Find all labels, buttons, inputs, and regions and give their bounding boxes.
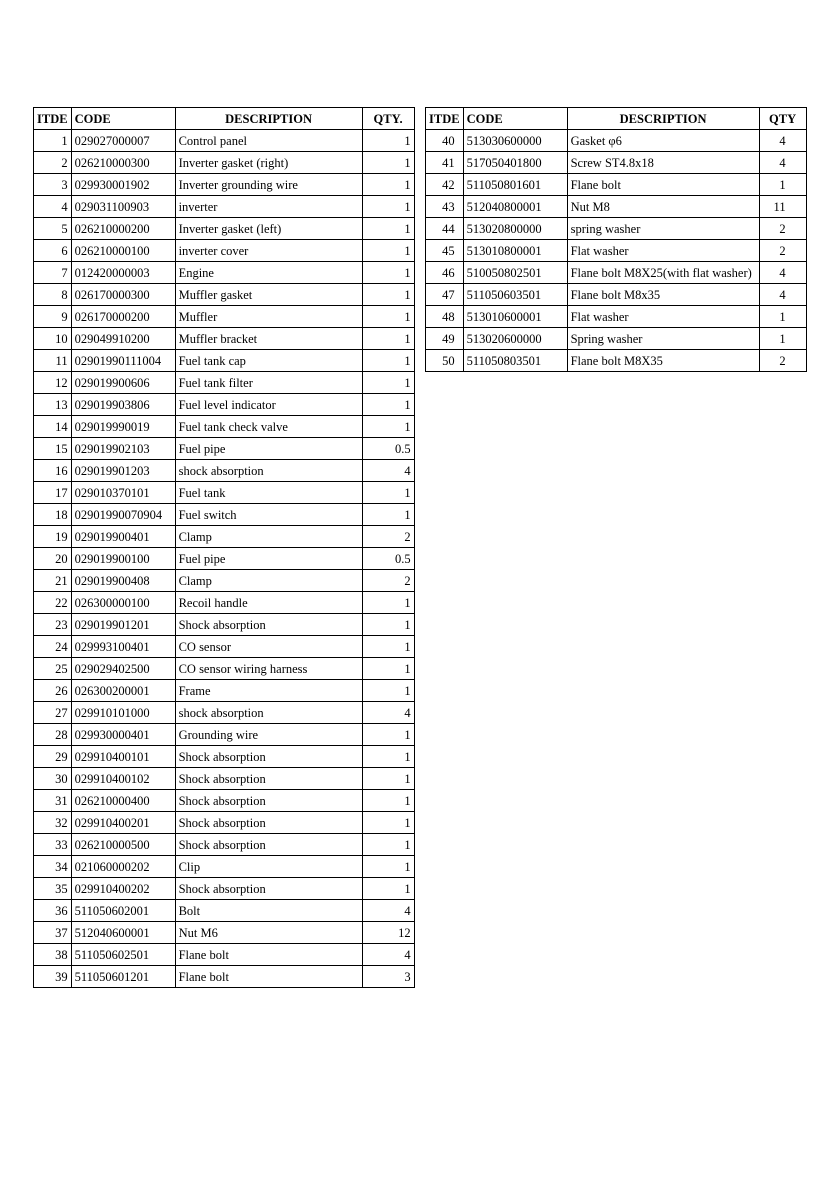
part-code: 026210000300 — [71, 152, 175, 174]
table-row — [34, 460, 415, 482]
part-code: 029019900401 — [71, 526, 175, 548]
part-code: 026300200001 — [71, 680, 175, 702]
part-description: Nut M8 — [567, 196, 759, 218]
item-number: 27 — [34, 702, 72, 724]
item-number: 48 — [426, 306, 464, 328]
item-number: 33 — [34, 834, 72, 856]
part-quantity: 4 — [759, 284, 806, 306]
item-number: 46 — [426, 262, 464, 284]
table-row — [34, 284, 415, 306]
part-description: Spring washer — [567, 328, 759, 350]
part-description: Control panel — [175, 130, 362, 152]
part-description: Fuel tank filter — [175, 372, 362, 394]
table-row — [34, 636, 415, 658]
part-description: inverter cover — [175, 240, 362, 262]
item-number: 3 — [34, 174, 72, 196]
part-code: 512040800001 — [463, 196, 567, 218]
part-quantity: 1 — [362, 350, 414, 372]
item-number: 39 — [34, 966, 72, 988]
part-description: Shock absorption — [175, 878, 362, 900]
item-number: 37 — [34, 922, 72, 944]
table-row — [426, 196, 807, 218]
part-quantity: 1 — [759, 328, 806, 350]
part-quantity: 1 — [362, 746, 414, 768]
part-description: Muffler — [175, 306, 362, 328]
table-row — [34, 548, 415, 570]
item-number: 31 — [34, 790, 72, 812]
part-description: spring washer — [567, 218, 759, 240]
part-code: 029010370101 — [71, 482, 175, 504]
header-qty: QTY — [759, 108, 806, 130]
item-number: 2 — [34, 152, 72, 174]
part-code: 513010600001 — [463, 306, 567, 328]
table-body — [426, 130, 807, 372]
table-row — [34, 856, 415, 878]
part-code: 511050603501 — [463, 284, 567, 306]
table-row — [34, 702, 415, 724]
part-quantity: 1 — [362, 416, 414, 438]
part-quantity: 1 — [362, 262, 414, 284]
part-code: 511050601201 — [71, 966, 175, 988]
part-quantity: 1 — [362, 878, 414, 900]
table-row — [34, 152, 415, 174]
table-row — [426, 218, 807, 240]
part-code: 026210000200 — [71, 218, 175, 240]
part-description: CO sensor — [175, 636, 362, 658]
part-description: Flane bolt — [175, 966, 362, 988]
item-number: 8 — [34, 284, 72, 306]
part-description: Fuel tank cap — [175, 350, 362, 372]
item-number: 19 — [34, 526, 72, 548]
part-code: 029993100401 — [71, 636, 175, 658]
part-quantity: 1 — [362, 504, 414, 526]
part-code: 511050801601 — [463, 174, 567, 196]
part-code: 021060000202 — [71, 856, 175, 878]
part-description: Inverter gasket (left) — [175, 218, 362, 240]
part-description: Inverter grounding wire — [175, 174, 362, 196]
part-quantity: 1 — [362, 174, 414, 196]
part-code: 029019903806 — [71, 394, 175, 416]
part-code: 510050802501 — [463, 262, 567, 284]
part-description: Shock absorption — [175, 746, 362, 768]
item-number: 47 — [426, 284, 464, 306]
part-quantity: 1 — [362, 724, 414, 746]
part-quantity: 1 — [362, 372, 414, 394]
header-item: ITDE — [34, 108, 72, 130]
part-quantity: 1 — [759, 306, 806, 328]
table-row — [34, 922, 415, 944]
part-quantity: 2 — [759, 218, 806, 240]
part-code: 513020800000 — [463, 218, 567, 240]
part-code: 511050602501 — [71, 944, 175, 966]
table-row — [34, 614, 415, 636]
part-quantity: 4 — [362, 900, 414, 922]
table-row — [34, 438, 415, 460]
part-quantity: 4 — [759, 130, 806, 152]
item-number: 40 — [426, 130, 464, 152]
item-number: 42 — [426, 174, 464, 196]
part-code: 029910400101 — [71, 746, 175, 768]
table-row — [34, 482, 415, 504]
part-description: CO sensor wiring harness — [175, 658, 362, 680]
part-quantity: 1 — [759, 174, 806, 196]
item-number: 50 — [426, 350, 464, 372]
part-quantity: 1 — [362, 636, 414, 658]
part-code: 029049910200 — [71, 328, 175, 350]
item-number: 23 — [34, 614, 72, 636]
table-row — [34, 592, 415, 614]
table-row — [34, 174, 415, 196]
part-description: Shock absorption — [175, 614, 362, 636]
item-number: 13 — [34, 394, 72, 416]
table-row — [426, 262, 807, 284]
item-number: 49 — [426, 328, 464, 350]
header-description: DESCRIPTION — [567, 108, 759, 130]
part-quantity: 4 — [362, 460, 414, 482]
item-number: 20 — [34, 548, 72, 570]
part-code: 029930000401 — [71, 724, 175, 746]
part-description: Flane bolt M8X25(with flat washer) — [567, 262, 759, 284]
part-quantity: 1 — [362, 130, 414, 152]
part-code: 029019990019 — [71, 416, 175, 438]
part-description: inverter — [175, 196, 362, 218]
part-code: 511050602001 — [71, 900, 175, 922]
part-description: Flane bolt — [567, 174, 759, 196]
table-row — [34, 878, 415, 900]
part-quantity: 1 — [362, 284, 414, 306]
item-number: 6 — [34, 240, 72, 262]
item-number: 34 — [34, 856, 72, 878]
part-code: 029029402500 — [71, 658, 175, 680]
table-row — [34, 768, 415, 790]
part-description: Recoil handle — [175, 592, 362, 614]
part-code: 026210000400 — [71, 790, 175, 812]
item-number: 10 — [34, 328, 72, 350]
part-quantity: 2 — [759, 240, 806, 262]
part-quantity: 1 — [362, 592, 414, 614]
table-header-row — [34, 108, 415, 130]
table-row — [34, 658, 415, 680]
table-row — [34, 416, 415, 438]
part-code: 02901990070904 — [71, 504, 175, 526]
header-qty: QTY. — [362, 108, 414, 130]
part-description: Shock absorption — [175, 790, 362, 812]
part-description: Frame — [175, 680, 362, 702]
item-number: 28 — [34, 724, 72, 746]
part-code: 029910400202 — [71, 878, 175, 900]
part-quantity: 3 — [362, 966, 414, 988]
part-description: Shock absorption — [175, 812, 362, 834]
table-row — [426, 328, 807, 350]
part-description: Screw ST4.8x18 — [567, 152, 759, 174]
table-row — [34, 966, 415, 988]
table-row — [34, 130, 415, 152]
table-row — [34, 746, 415, 768]
part-quantity: 1 — [362, 768, 414, 790]
part-description: Clip — [175, 856, 362, 878]
part-description: Fuel switch — [175, 504, 362, 526]
part-code: 029910101000 — [71, 702, 175, 724]
parts-table-right — [425, 107, 807, 372]
part-code: 026170000200 — [71, 306, 175, 328]
part-description: Clamp — [175, 570, 362, 592]
part-code: 029019901203 — [71, 460, 175, 482]
table-row — [34, 724, 415, 746]
header-description: DESCRIPTION — [175, 108, 362, 130]
part-description: Nut M6 — [175, 922, 362, 944]
part-quantity: 12 — [362, 922, 414, 944]
part-description: Shock absorption — [175, 834, 362, 856]
item-number: 4 — [34, 196, 72, 218]
part-quantity: 1 — [362, 328, 414, 350]
part-code: 029930001902 — [71, 174, 175, 196]
header-code: CODE — [463, 108, 567, 130]
table-row — [34, 504, 415, 526]
table-row — [426, 284, 807, 306]
part-code: 026170000300 — [71, 284, 175, 306]
item-number: 38 — [34, 944, 72, 966]
table-row — [426, 240, 807, 262]
part-quantity: 1 — [362, 834, 414, 856]
item-number: 1 — [34, 130, 72, 152]
part-code: 029910400102 — [71, 768, 175, 790]
part-quantity: 0.5 — [362, 548, 414, 570]
table-body — [34, 130, 415, 988]
table-row — [34, 944, 415, 966]
table-row — [34, 350, 415, 372]
part-code: 513010800001 — [463, 240, 567, 262]
part-quantity: 0.5 — [362, 438, 414, 460]
table-row — [34, 306, 415, 328]
part-quantity: 1 — [362, 614, 414, 636]
part-description: Engine — [175, 262, 362, 284]
part-code: 026210000500 — [71, 834, 175, 856]
header-code: CODE — [71, 108, 175, 130]
part-quantity: 1 — [362, 218, 414, 240]
item-number: 22 — [34, 592, 72, 614]
item-number: 5 — [34, 218, 72, 240]
part-quantity: 4 — [759, 262, 806, 284]
part-quantity: 4 — [759, 152, 806, 174]
part-code: 029019902103 — [71, 438, 175, 460]
part-description: shock absorption — [175, 702, 362, 724]
table-row — [34, 240, 415, 262]
table-row — [34, 262, 415, 284]
header-item: ITDE — [426, 108, 464, 130]
part-code: 513030600000 — [463, 130, 567, 152]
table-row — [34, 372, 415, 394]
part-description: Clamp — [175, 526, 362, 548]
part-code: 029019900606 — [71, 372, 175, 394]
part-description: Flat washer — [567, 306, 759, 328]
item-number: 24 — [34, 636, 72, 658]
item-number: 16 — [34, 460, 72, 482]
part-code: 029019900100 — [71, 548, 175, 570]
item-number: 32 — [34, 812, 72, 834]
item-number: 26 — [34, 680, 72, 702]
part-code: 029910400201 — [71, 812, 175, 834]
table-row — [426, 130, 807, 152]
part-code: 029031100903 — [71, 196, 175, 218]
item-number: 43 — [426, 196, 464, 218]
item-number: 18 — [34, 504, 72, 526]
item-number: 25 — [34, 658, 72, 680]
part-description: Grounding wire — [175, 724, 362, 746]
item-number: 45 — [426, 240, 464, 262]
part-quantity: 1 — [362, 482, 414, 504]
part-description: Fuel level indicator — [175, 394, 362, 416]
part-code: 517050401800 — [463, 152, 567, 174]
part-quantity: 1 — [362, 790, 414, 812]
part-description: Flane bolt M8x35 — [567, 284, 759, 306]
part-quantity: 1 — [362, 394, 414, 416]
item-number: 12 — [34, 372, 72, 394]
table-row — [34, 570, 415, 592]
part-quantity: 4 — [362, 944, 414, 966]
item-number: 9 — [34, 306, 72, 328]
part-quantity: 11 — [759, 196, 806, 218]
part-quantity: 1 — [362, 812, 414, 834]
part-code: 029027000007 — [71, 130, 175, 152]
part-description: Flat washer — [567, 240, 759, 262]
part-code: 511050803501 — [463, 350, 567, 372]
item-number: 21 — [34, 570, 72, 592]
item-number: 14 — [34, 416, 72, 438]
part-quantity: 1 — [362, 196, 414, 218]
part-quantity: 1 — [362, 856, 414, 878]
item-number: 41 — [426, 152, 464, 174]
table-row — [426, 174, 807, 196]
item-number: 44 — [426, 218, 464, 240]
table-row — [34, 394, 415, 416]
part-description: shock absorption — [175, 460, 362, 482]
part-description: Fuel pipe — [175, 438, 362, 460]
table-row — [34, 526, 415, 548]
table-row — [34, 196, 415, 218]
part-code: 029019901201 — [71, 614, 175, 636]
table-row — [34, 812, 415, 834]
table-row — [34, 218, 415, 240]
part-description: Bolt — [175, 900, 362, 922]
table-row — [426, 350, 807, 372]
item-number: 7 — [34, 262, 72, 284]
table-row — [426, 306, 807, 328]
table-row — [34, 900, 415, 922]
table-row — [34, 834, 415, 856]
part-code: 026300000100 — [71, 592, 175, 614]
part-description: Muffler bracket — [175, 328, 362, 350]
table-row — [34, 328, 415, 350]
part-description: Fuel pipe — [175, 548, 362, 570]
table-row — [34, 680, 415, 702]
item-number: 15 — [34, 438, 72, 460]
part-code: 02901990111004 — [71, 350, 175, 372]
part-description: Fuel tank — [175, 482, 362, 504]
part-quantity: 2 — [362, 570, 414, 592]
part-quantity: 1 — [362, 152, 414, 174]
part-code: 012420000003 — [71, 262, 175, 284]
item-number: 29 — [34, 746, 72, 768]
part-quantity: 2 — [362, 526, 414, 548]
part-description: Inverter gasket (right) — [175, 152, 362, 174]
part-quantity: 1 — [362, 306, 414, 328]
part-code: 513020600000 — [463, 328, 567, 350]
part-code: 029019900408 — [71, 570, 175, 592]
part-quantity: 1 — [362, 240, 414, 262]
table-header-row — [426, 108, 807, 130]
part-quantity: 1 — [362, 658, 414, 680]
part-description: Shock absorption — [175, 768, 362, 790]
parts-table-left — [33, 107, 415, 988]
part-description: Flane bolt — [175, 944, 362, 966]
part-code: 026210000100 — [71, 240, 175, 262]
item-number: 11 — [34, 350, 72, 372]
part-description: Muffler gasket — [175, 284, 362, 306]
item-number: 30 — [34, 768, 72, 790]
part-description: Gasket φ6 — [567, 130, 759, 152]
table-row — [426, 152, 807, 174]
item-number: 17 — [34, 482, 72, 504]
item-number: 36 — [34, 900, 72, 922]
part-code: 512040600001 — [71, 922, 175, 944]
part-quantity: 2 — [759, 350, 806, 372]
part-description: Flane bolt M8X35 — [567, 350, 759, 372]
part-description: Fuel tank check valve — [175, 416, 362, 438]
part-quantity: 4 — [362, 702, 414, 724]
table-row — [34, 790, 415, 812]
item-number: 35 — [34, 878, 72, 900]
part-quantity: 1 — [362, 680, 414, 702]
